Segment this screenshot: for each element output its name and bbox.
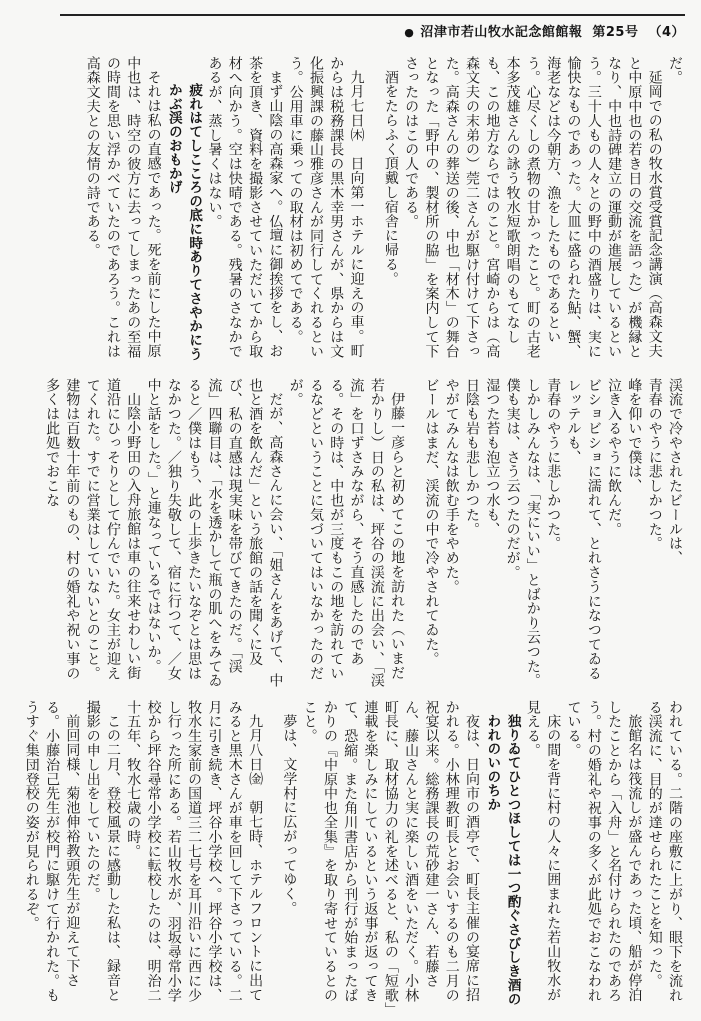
text-tier-bottom [23, 700, 685, 1010]
poem-line: しかしみんなは、「実にいい」とばかり云つた。 [524, 378, 541, 688]
newsletter-title: 沼津市若山牧水記念館館報 [420, 25, 583, 40]
bullet-icon: ● [404, 26, 415, 39]
page-header [60, 14, 685, 42]
issue-number: 第25号 [592, 25, 639, 40]
paragraph: 前回同様、菊池伸裕教頭先生が迎えて下さる。小藤治己先生が校門に駆けて行かれた。もうすぐ集団登校の姿が見られるぞ。 [23, 700, 81, 1003]
paragraph: 九月八日㈮ 朝七時、ホテルフロントに出てみると黒木さんが車を回して下さっている。二月に引き続き、坪谷小学校へ。坪谷小学校は、牧水生家前の国道三二七号を耳川沿いに西に少し行った所にある。若山牧水が、羽坂尋常小学校から坪谷尋常小学校に転校したのは、明治二十五年、牧水七歳の時。 [125, 700, 264, 1003]
poem-line: やがてみんなは飲む手をやめた。 [443, 378, 460, 594]
paragraph: 伊藤一彦らと初めてこの地を訪れた（いまだ若かりし）日の私は、坪谷の渓流に出会い、「渓流」を口ずさみながら、そう直感したのである。その時は、中也が三度もこの地を訪れているなどということに気づいてはいなかったのだが。 [287, 378, 406, 688]
tanka-poem: 疲れはてしこころの底に時ありてさやかにうかぶ渓のおもかげ [165, 83, 203, 361]
tanka-poem: 独りゐてひとつほしては一つ酌ぐさびしき酒のわれのいのちか [484, 713, 521, 1006]
text-tier-top [60, 56, 685, 366]
poem-line: ビショビショに濡れて、とれさうになつてゐるレッテルも、 [565, 378, 602, 681]
poem-line: 日陰も岩も悲しかつた。 [464, 378, 481, 537]
paragraph: まず山陰の高森家へ。仏壇に御挨拶をし、お茶を頂き、資料を撮影させていただいてから取材へ向かう。空は快晴である。残暑のさなかであるが、蒸し暑くはない。 [206, 56, 284, 359]
poem-line: 泣き入るやうに飲んだ。 [606, 378, 623, 537]
paragraph: 床の間を背に村の人々に囲まれた若山牧水が見える。 [524, 700, 562, 1002]
text-tier-middle [44, 378, 685, 688]
paragraph: 酒をたらふく頂戴し宿舎に帰る。 [382, 70, 399, 286]
header-text [404, 21, 685, 40]
paragraph: だが、高森さんに会い、「姐さんをあげて、中也と酒を飲んだ」という旅館の話を聞くに及び、私の直感は現実味を帯びてきたのだ。「渓流」四聯目は、「水を透かして瓶の肌へをみてゐると／僕はもう、此の上歩きたいなぞとは思はなかつた。／独り失敬して、宿に行つて、／女中と話をした。」と連なっているではないか。 [145, 378, 284, 688]
poem-line: 青春のやうに悲しかつた。 [545, 378, 562, 551]
paragraph: この二月、登校風景に感動した私は、録音と撮影の申し出をしていたのだ。 [84, 700, 121, 1002]
poem-line: 僕も実は、さう云つたのだが。 [504, 378, 521, 580]
poem-line: だ。 [667, 56, 683, 85]
poem-line: 渓流で冷やされたビールは、 [667, 378, 683, 566]
paragraph: それは私の直感であった。死を前にした中原中也は、時空の彼方に去ってしまったあの至福の時間を思い浮かべていたのであろう。これは高森文夫との友情の詩である。 [84, 56, 162, 359]
page-number: （4） [648, 25, 685, 40]
paragraph: 山陰小野田の入舟旅館は車の往来せわしい街道沿にひっそりとして佇んでいた。女主が迎えてくれた。すでに営業はしていないとのこと。建物は百数十年前のもの、村の婚礼や祝い事の多くは此処でおこな [44, 378, 142, 681]
paragraph: 九月七日㈭ 日向第一ホテルに迎えの車。町からは税務課長の黒木幸男さんが、県からは文化振興課の藤山雅彦さんが同行してくれるという。公用車に乗っての取材は初めてである。 [287, 56, 365, 359]
paragraph: 延岡での私の牧水賞受賞記念講演（高森文夫と中原中也の若き日の交流を語った）が機縁となり、中也詩碑建立の運動が進展しているという。三十人もの人々との野中の酒盛りは、実に愉快なものであった。大皿に盛られた鮎、蟹、海老などは今朝方、漁をしたものであるという。心尽くしの煮物の甘かったこと。町の古老本多茂雄さんの詠う牧水短歌朗唱のもてなしも、この地方ならではのこと。宮崎からは（高森文夫の末弟の）莞二さんが駆け付けて下さった。高森さんの葬送の後、中也「材木」の舞台となった「野中の、製材所の脇」を案内して下さったのはこの人である。 [403, 56, 663, 359]
poem-line: われている。二階の座敷に上がり、眼下を流れる渓流に、目的が達せられたことを知った。 [646, 700, 683, 1003]
paragraph: 夢は、文学村に広がってゆく。 [281, 714, 298, 916]
poem-line: 青春のやうに悲しかつた。 [646, 378, 663, 551]
paragraph: 旅館名は筏流しが盛んであった頃、船が停泊したことから「入舟」と名付けられたのであろう。村の婚礼や祝事の多くが此処でおこなわれている。 [565, 700, 643, 1003]
paragraph: 夜は、日向市の酒亭で、町長主催の宴席に招かれる。小林理教町長とお会いするのも二月の祝宴以来。総務課長の荒砂建一さん、若藤さん、藤山さんと実に楽しい酒をいただく。小林町長に、取材協力の礼を述べると、私の「短歌」連載を楽しみにしているという返事が返ってきて、恐縮。また角川書店から刊行が始まったばかりの『中原中也全集』を取り寄せているとのこと。 [301, 700, 481, 1010]
poem-line: ビールはまだ、渓流の中で冷やされてゐた。 [423, 378, 440, 666]
poem-line: 湿つた苔も泡立つ水も、 [484, 378, 501, 537]
poem-line: 峰を仰いで僕は、 [626, 378, 643, 494]
